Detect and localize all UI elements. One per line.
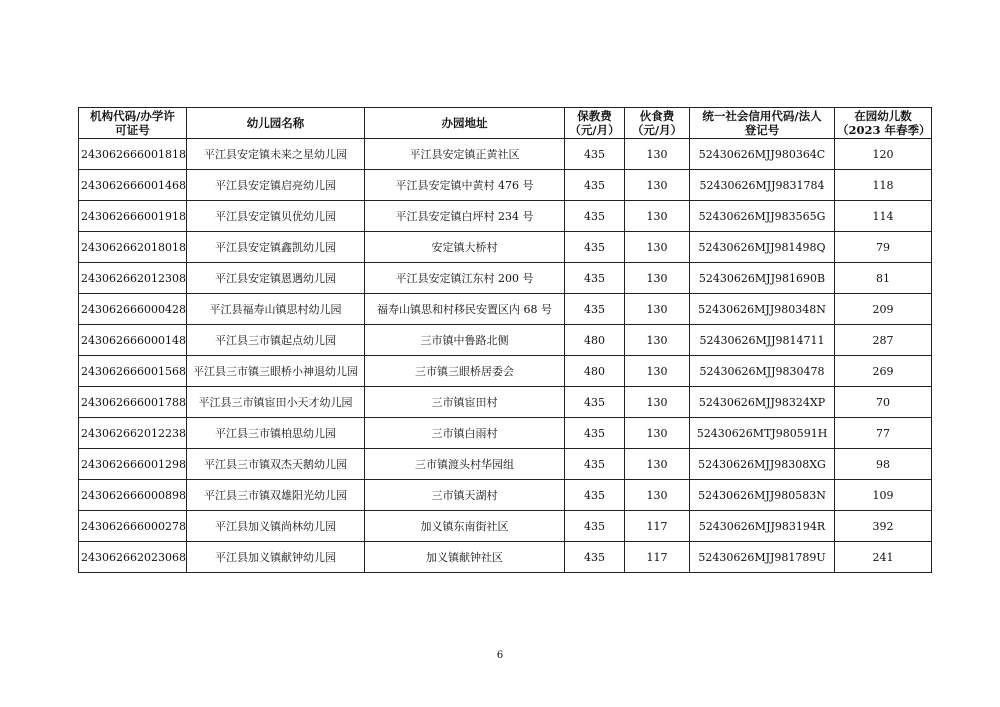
cell-tuition: 435 [565, 139, 625, 170]
cell-credit-code: 52430626MJJ9830478 [690, 356, 835, 387]
table-row [79, 325, 932, 356]
cell-address: 三市镇宦田村 [365, 387, 565, 418]
cell-name: 平江县三市镇起点幼儿园 [187, 325, 365, 356]
cell-address: 平江县安定镇白坪村 234 号 [365, 201, 565, 232]
page-number: 6 [496, 650, 504, 661]
cell-code: 243062666001918 [79, 201, 187, 232]
cell-name: 平江县安定镇贝优幼儿园 [187, 201, 365, 232]
cell-meal: 117 [625, 511, 690, 542]
cell-credit-code: 52430626MJJ98308XG [690, 449, 835, 480]
cell-enrollment: 81 [835, 263, 932, 294]
table-row [79, 449, 932, 480]
cell-code: 243062666001468 [79, 170, 187, 201]
cell-address: 平江县安定镇正黄社区 [365, 139, 565, 170]
header-text-line1: 统一社会信用代码/法人 [702, 109, 822, 123]
cell-credit-code: 52430626MJJ9814711 [690, 325, 835, 356]
table-row [79, 139, 932, 170]
col-header-code [79, 108, 187, 139]
cell-meal: 130 [625, 325, 690, 356]
cell-enrollment: 120 [835, 139, 932, 170]
cell-code: 243062662018018 [79, 232, 187, 263]
cell-address: 平江县安定镇江东村 200 号 [365, 263, 565, 294]
cell-tuition: 435 [565, 449, 625, 480]
cell-enrollment: 109 [835, 480, 932, 511]
cell-code: 243062666001818 [79, 139, 187, 170]
cell-enrollment: 287 [835, 325, 932, 356]
cell-meal: 130 [625, 449, 690, 480]
header-text-line1: 办园地址 [441, 116, 488, 130]
cell-enrollment: 77 [835, 418, 932, 449]
header-text-line1: 伙食费 [639, 109, 675, 123]
cell-address: 福寿山镇思和村移民安置区内 68 号 [365, 294, 565, 325]
col-header-enrollment [835, 108, 932, 139]
header-text-line2: 登记号 [744, 123, 780, 137]
table-row [79, 356, 932, 387]
cell-meal: 130 [625, 232, 690, 263]
cell-tuition: 435 [565, 418, 625, 449]
table-header [79, 108, 932, 139]
cell-code: 243062662012308 [79, 263, 187, 294]
table-row [79, 511, 932, 542]
table-row [79, 542, 932, 573]
cell-meal: 130 [625, 263, 690, 294]
col-header-meal [625, 108, 690, 139]
cell-meal: 130 [625, 418, 690, 449]
cell-tuition: 435 [565, 480, 625, 511]
cell-code: 243062666000428 [79, 294, 187, 325]
cell-tuition: 435 [565, 170, 625, 201]
cell-name: 平江县安定镇启亮幼儿园 [187, 170, 365, 201]
cell-code: 243062666000278 [79, 511, 187, 542]
header-text-line2: （元/月） [569, 123, 620, 137]
cell-address: 平江县安定镇中黄村 476 号 [365, 170, 565, 201]
cell-name: 平江县加义镇献钟幼儿园 [187, 542, 365, 573]
cell-enrollment: 241 [835, 542, 932, 573]
table-row [79, 418, 932, 449]
cell-name: 平江县安定镇鑫凯幼儿园 [187, 232, 365, 263]
cell-name: 平江县福寿山镇思村幼儿园 [187, 294, 365, 325]
cell-address: 三市镇三眼桥居委会 [365, 356, 565, 387]
cell-meal: 130 [625, 480, 690, 511]
table-row [79, 201, 932, 232]
cell-tuition: 435 [565, 542, 625, 573]
cell-meal: 130 [625, 139, 690, 170]
table-row [79, 232, 932, 263]
cell-tuition: 435 [565, 294, 625, 325]
cell-name: 平江县三市镇三眼桥小神退幼儿园 [187, 356, 365, 387]
cell-name: 平江县三市镇双雄阳光幼儿园 [187, 480, 365, 511]
cell-tuition: 435 [565, 232, 625, 263]
cell-address: 加义镇东南街社区 [365, 511, 565, 542]
cell-credit-code: 52430626MJJ981690B [690, 263, 835, 294]
cell-credit-code: 52430626MJJ980364C [690, 139, 835, 170]
cell-meal: 130 [625, 294, 690, 325]
cell-enrollment: 118 [835, 170, 932, 201]
header-text-line2: （元/月） [631, 123, 683, 137]
cell-name: 平江县三市镇双杰天鹅幼儿园 [187, 449, 365, 480]
table-row [79, 294, 932, 325]
cell-meal: 130 [625, 201, 690, 232]
header-text-line1: 幼儿园名称 [246, 116, 305, 130]
header-text-line1: 机构代码/办学许 [90, 109, 175, 123]
cell-enrollment: 392 [835, 511, 932, 542]
cell-tuition: 480 [565, 325, 625, 356]
cell-address: 三市镇渡头村华园组 [365, 449, 565, 480]
header-text-line2: 可证号 [115, 123, 150, 137]
cell-credit-code: 52430626MJJ980348N [690, 294, 835, 325]
cell-code: 243062666001788 [79, 387, 187, 418]
cell-credit-code: 52430626MJJ983194R [690, 511, 835, 542]
cell-name: 平江县三市镇宦田小天才幼儿园 [187, 387, 365, 418]
table-body [79, 139, 932, 573]
header-text-line2: （2023 年春季） [837, 123, 931, 137]
cell-tuition: 480 [565, 356, 625, 387]
table-row [79, 170, 932, 201]
cell-meal: 117 [625, 542, 690, 573]
cell-name: 平江县安定镇恩遇幼儿园 [187, 263, 365, 294]
table-row [79, 480, 932, 511]
col-header-name [187, 108, 365, 139]
col-header-tuition [565, 108, 625, 139]
cell-meal: 130 [625, 387, 690, 418]
cell-meal: 130 [625, 170, 690, 201]
cell-tuition: 435 [565, 511, 625, 542]
cell-credit-code: 52430626MJJ980583N [690, 480, 835, 511]
cell-code: 243062662012238 [79, 418, 187, 449]
cell-address: 加义镇献钟社区 [365, 542, 565, 573]
cell-credit-code: 52430626MJJ981789U [690, 542, 835, 573]
cell-tuition: 435 [565, 201, 625, 232]
cell-enrollment: 79 [835, 232, 932, 263]
cell-credit-code: 52430626MTJ980591H [690, 418, 835, 449]
cell-credit-code: 52430626MJJ981498Q [690, 232, 835, 263]
cell-name: 平江县加义镇尚林幼儿园 [187, 511, 365, 542]
header-text-line1: 在园幼儿数 [854, 109, 912, 123]
cell-address: 三市镇白雨村 [365, 418, 565, 449]
cell-tuition: 435 [565, 387, 625, 418]
cell-enrollment: 209 [835, 294, 932, 325]
cell-name: 平江县三市镇柏思幼儿园 [187, 418, 365, 449]
cell-name: 平江县安定镇未来之星幼儿园 [187, 139, 365, 170]
cell-enrollment: 98 [835, 449, 932, 480]
table-row [79, 263, 932, 294]
cell-address: 三市镇天湖村 [365, 480, 565, 511]
cell-credit-code: 52430626MJJ9831784 [690, 170, 835, 201]
cell-enrollment: 70 [835, 387, 932, 418]
header-text-line1: 保教费 [577, 109, 612, 123]
cell-enrollment: 114 [835, 201, 932, 232]
cell-tuition: 435 [565, 263, 625, 294]
cell-code: 243062666000148 [79, 325, 187, 356]
cell-enrollment: 269 [835, 356, 932, 387]
cell-code: 243062662023068 [79, 542, 187, 573]
col-header-address [365, 108, 565, 139]
cell-code: 243062666001568 [79, 356, 187, 387]
cell-code: 243062666001298 [79, 449, 187, 480]
cell-credit-code: 52430626MJJ98324XP [690, 387, 835, 418]
cell-code: 243062666000898 [79, 480, 187, 511]
cell-meal: 130 [625, 356, 690, 387]
table-row [79, 387, 932, 418]
cell-address: 安定镇大桥村 [365, 232, 565, 263]
cell-address: 三市镇中鲁路北侧 [365, 325, 565, 356]
header-row [79, 108, 932, 139]
col-header-credit-code [690, 108, 835, 139]
cell-credit-code: 52430626MJJ983565G [690, 201, 835, 232]
kindergarten-table [78, 107, 932, 573]
